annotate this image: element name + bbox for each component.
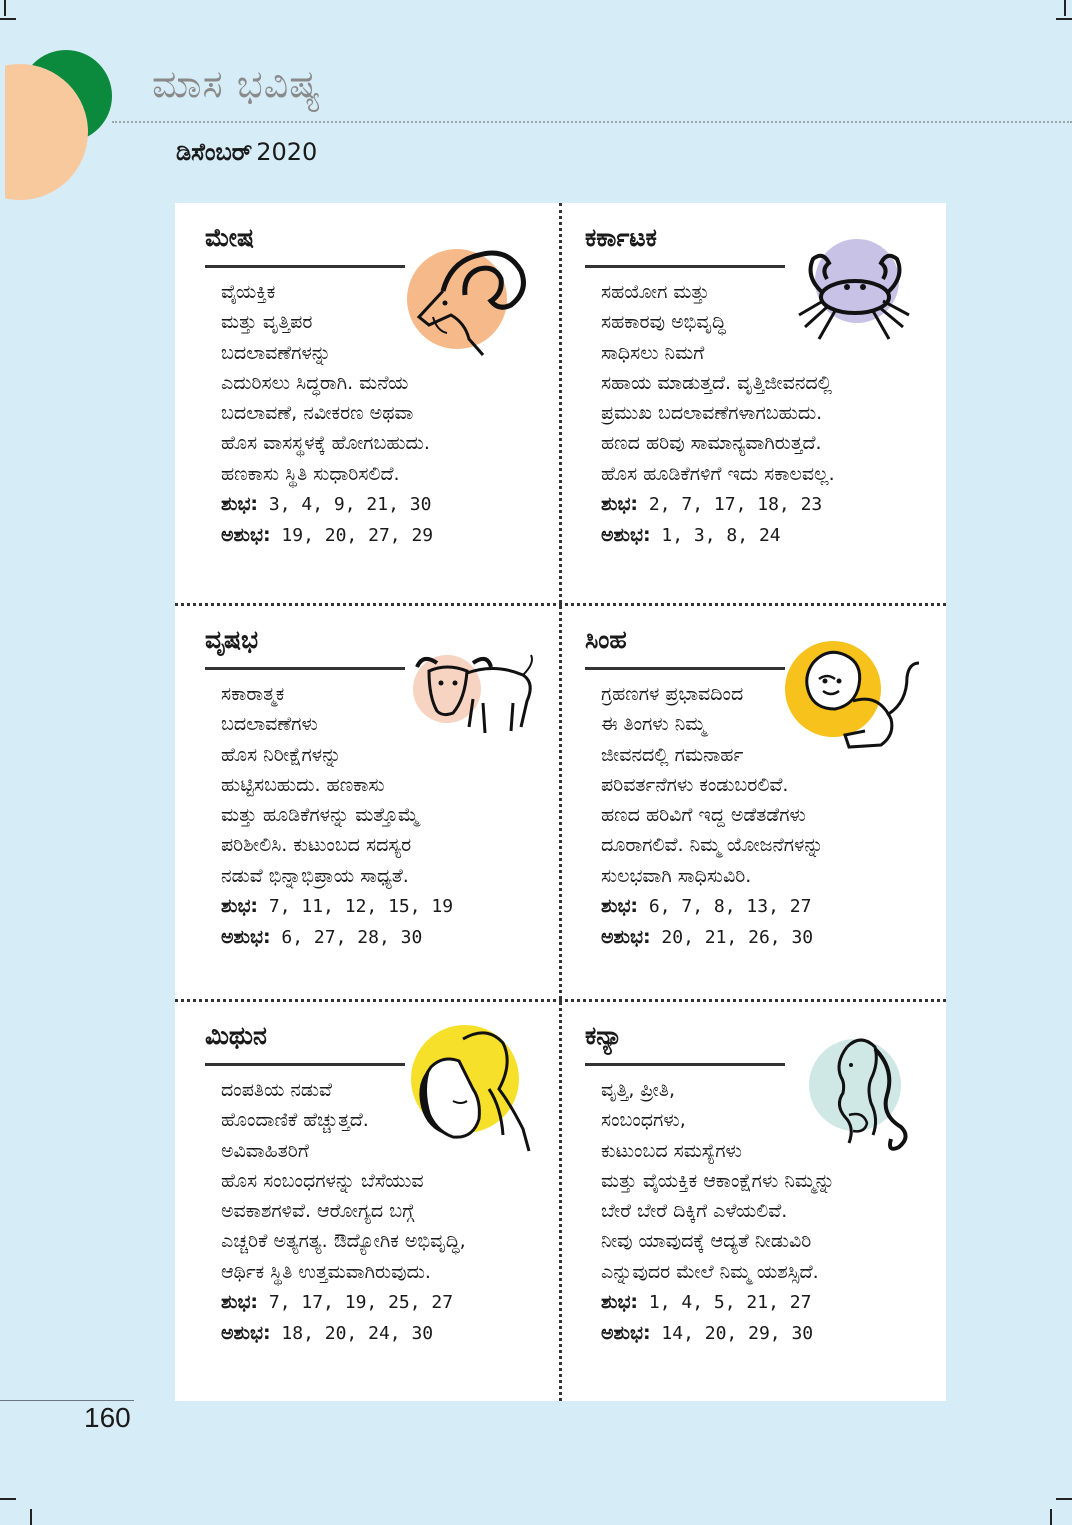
unlucky-dates — [221, 922, 551, 953]
unlucky-label: ಅಶುಭ: — [601, 926, 651, 949]
sign-name: ಮೇಷ — [205, 223, 254, 252]
sign-underline — [205, 265, 405, 268]
crop-mark — [1064, 0, 1066, 16]
sign-card-mesha — [175, 203, 555, 599]
page-number: 160 — [84, 1402, 131, 1433]
forecast-text — [601, 679, 931, 954]
forecast-line: ಹೊಸ ಹೂಡಿಕೆಗಳಿಗೆ ಇದು ಸಕಾಲವಲ್ಲ. — [601, 462, 835, 485]
crop-mark — [30, 1509, 32, 1525]
lucky-label: ಶುಭ: — [601, 1291, 639, 1314]
lucky-label: ಶುಭ: — [221, 895, 259, 918]
lucky-dates — [221, 891, 551, 922]
forecast-line: ದಂಪತಿಯ ನಡುವೆ — [221, 1079, 332, 1101]
unlucky-values: 18, 20, 24, 30 — [281, 1323, 434, 1345]
forecast-text — [601, 1075, 931, 1350]
forecast-line: ಬದಲಾವಣೆ, ನವೀಕರಣ ಅಥವಾ — [221, 402, 414, 425]
forecast-line: ಸಹಾಯ ಮಾಡುತ್ತದೆ. ವೃತ್ತಿಜೀವನದಲ್ಲಿ — [601, 371, 833, 394]
lucky-values: 2, 7, 17, 18, 23 — [648, 494, 823, 516]
sign-underline — [585, 1063, 785, 1066]
unlucky-values: 6, 27, 28, 30 — [281, 927, 423, 949]
page-number-rule — [0, 1400, 134, 1401]
decorative-circles — [0, 0, 150, 220]
lucky-dates — [601, 1287, 931, 1318]
forecast-line: ಪ್ರಮುಖ ಬದಲಾವಣೆಗಳಾಗಬಹುದು. — [601, 402, 823, 425]
lucky-dates — [601, 891, 931, 922]
unlucky-dates — [221, 520, 551, 551]
forecast-line: ಸಂಬಂಧಗಳು, — [601, 1109, 686, 1132]
lucky-label: ಶುಭ: — [601, 895, 639, 918]
forecast-line: ಆರ್ಥಿಕ ಸ್ಥಿತಿ ಉತ್ತಮವಾಗಿರುವುದು. — [221, 1260, 431, 1283]
forecast-line: ಮತ್ತು ವೈಯಕ್ತಿಕ ಆಕಾಂಕ್ಷೆಗಳು ನಿಮ್ಮನ್ನು — [601, 1169, 835, 1192]
sign-underline — [585, 265, 785, 268]
month-heading — [176, 138, 317, 166]
sign-name: ಮಿಥುನ — [205, 1021, 267, 1050]
lucky-values: 7, 17, 19, 25, 27 — [268, 1292, 454, 1314]
forecast-line: ಹೊಸ ಸಂಬಂಧಗಳನ್ನು ಬೆಸೆಯುವ — [221, 1169, 424, 1192]
forecast-text — [601, 277, 931, 552]
unlucky-values: 1, 3, 8, 24 — [661, 525, 781, 547]
forecast-line: ಕುಟುಂಬದ ಸಮಸ್ಯೆಗಳು — [601, 1139, 742, 1162]
lucky-label: ಶುಭ: — [221, 1291, 259, 1314]
forecast-line: ಅವಿವಾಹಿತರಿಗೆ — [221, 1139, 309, 1162]
lucky-values: 7, 11, 12, 15, 19 — [268, 896, 454, 918]
sign-underline — [585, 667, 785, 670]
forecast-line: ಪರಿವರ್ತನೆಗಳು ಕಂಡುಬರಲಿವೆ. — [601, 773, 789, 796]
forecast-line: ವೃತ್ತಿ, ಪ್ರೀತಿ, — [601, 1079, 675, 1101]
forecast-line: ಹುಟ್ಟಿಸಬಹುದು. ಹಣಕಾಸು — [221, 773, 385, 796]
forecast-line: ವೈಯಕ್ತಿಕ — [221, 281, 276, 303]
forecast-line: ಸುಲಭವಾಗಿ ಸಾಧಿಸುವಿರಿ. — [601, 864, 752, 887]
forecast-line: ಅವಕಾಶಗಳಿವೆ. ಆರೋಗ್ಯದ ಬಗ್ಗೆ — [221, 1200, 415, 1223]
forecast-line: ಹಣಕಾಸು ಸ್ಥಿತಿ ಸುಧಾರಿಸಲಿದೆ. — [221, 462, 400, 485]
forecast-line: ಹೊಸ ನಿರೀಕ್ಷೆಗಳನ್ನು — [221, 743, 342, 766]
lucky-dates — [221, 1287, 551, 1318]
forecast-line: ನೀವು ಯಾವುದಕ್ಕೆ ಆದ್ಯತೆ ನೀಡುವಿರಿ — [601, 1230, 812, 1253]
unlucky-values: 19, 20, 27, 29 — [281, 525, 434, 547]
forecast-line: ಪರಿಶೀಲಿಸಿ. ಕುಟುಂಬದ ಸದಸ್ಯರ — [221, 834, 412, 857]
forecast-text — [221, 1075, 551, 1350]
forecast-line: ದೂರಾಗಲಿವೆ. ನಿಮ್ಮ ಯೋಜನೆಗಳನ್ನು — [601, 834, 824, 857]
lucky-label: ಶುಭ: — [221, 493, 259, 516]
forecast-text — [221, 277, 551, 552]
title-divider — [112, 121, 1072, 123]
sign-card-kanya — [555, 1001, 935, 1397]
lucky-values: 3, 4, 9, 21, 30 — [268, 494, 432, 516]
forecast-line: ನಡುವೆ ಭಿನ್ನಾಭಿಪ್ರಾಯ ಸಾಧ್ಯತೆ. — [221, 864, 409, 887]
sign-name: ಕರ್ಕಾಟಕ — [585, 223, 657, 252]
month-label: ಡಿಸೆಂಬರ್ — [176, 138, 253, 166]
forecast-line: ಎಚ್ಚರಿಕೆ ಅತ್ಯಗತ್ಯ. ಔದ್ಯೋಗಿಕ ಅಭಿವೃದ್ಧಿ, — [221, 1230, 466, 1253]
year-label: 2020 — [256, 138, 318, 166]
lucky-dates — [221, 489, 551, 520]
section-title: ಮಾಸ ಭವಿಷ್ಯ — [152, 62, 322, 106]
lucky-values: 1, 4, 5, 21, 27 — [648, 1292, 812, 1314]
forecast-line: ಹಣದ ಹರಿವು ಸಾಮಾನ್ಯವಾಗಿರುತ್ತದೆ. — [601, 432, 822, 455]
unlucky-values: 14, 20, 29, 30 — [661, 1323, 814, 1345]
forecast-line: ಬೇರೆ ಬೇರೆ ದಿಕ್ಕಿಗೆ ಎಳೆಯಲಿವೆ. — [601, 1200, 788, 1223]
forecast-text — [221, 679, 551, 954]
sign-underline — [205, 1063, 405, 1066]
sign-card-karkataka — [555, 203, 935, 599]
forecast-line: ಹೊಸ ವಾಸಸ್ಥಳಕ್ಕೆ ಹೋಗಬಹುದು. — [221, 432, 430, 455]
unlucky-label: ಅಶುಭ: — [601, 524, 651, 547]
crop-mark — [1056, 1498, 1072, 1500]
lucky-label: ಶುಭ: — [601, 493, 639, 516]
sign-card-vrushabha — [175, 605, 555, 1001]
unlucky-dates — [601, 1318, 931, 1349]
forecast-line: ಗ್ರಹಣಗಳ ಪ್ರಭಾವದಿಂದ — [601, 683, 744, 705]
unlucky-dates — [601, 922, 931, 953]
forecast-line: ಸಹಕಾರವು ಅಭಿವೃದ್ಧಿ — [601, 311, 726, 334]
unlucky-label: ಅಶುಭ: — [221, 524, 271, 547]
crop-mark — [1050, 1509, 1052, 1525]
sign-name: ಸಿಂಹ — [585, 625, 627, 654]
sign-name: ವೃಷಭ — [205, 625, 259, 654]
lucky-dates — [601, 489, 931, 520]
crop-mark — [0, 1498, 16, 1500]
forecast-line: ಹೊಂದಾಣಿಕೆ ಹೆಚ್ಚುತ್ತದೆ. — [221, 1109, 369, 1132]
forecast-line: ಬದಲಾವಣೆಗಳನ್ನು — [221, 341, 331, 364]
forecast-line: ಮತ್ತು ಹೂಡಿಕೆಗಳನ್ನು ಮತ್ತೊಮ್ಮೆ — [221, 804, 420, 827]
forecast-line: ಬದಲಾವಣೆಗಳು — [221, 713, 318, 736]
forecast-line: ಜೀವನದಲ್ಲಿ ಗಮನಾರ್ಹ — [601, 743, 744, 766]
forecast-line: ಹಣದ ಹರಿವಿಗೆ ಇದ್ದ ಅಡೆತಡೆಗಳು — [601, 804, 806, 827]
unlucky-label: ಅಶುಭ: — [601, 1322, 651, 1345]
horoscope-panel — [175, 203, 946, 1401]
unlucky-dates — [221, 1318, 551, 1349]
sign-name: ಕನ್ಯಾ — [585, 1021, 623, 1050]
unlucky-dates — [601, 520, 931, 551]
unlucky-label: ಅಶುಭ: — [221, 1322, 271, 1345]
sign-underline — [205, 667, 405, 670]
forecast-line: ಎನ್ನುವುದರ ಮೇಲೆ ನಿಮ್ಮ ಯಶಸ್ಸಿದೆ. — [601, 1260, 819, 1283]
sign-card-simha — [555, 605, 935, 1001]
unlucky-values: 20, 21, 26, 30 — [661, 927, 814, 949]
forecast-line: ಸಹಯೋಗ ಮತ್ತು — [601, 281, 710, 303]
forecast-line: ಮತ್ತು ವೃತ್ತಿಪರ — [221, 311, 313, 334]
lucky-values: 6, 7, 8, 13, 27 — [648, 896, 812, 918]
sign-card-mithuna — [175, 1001, 555, 1397]
forecast-line: ಸಾಧಿಸಲು ನಿಮಗೆ — [601, 341, 705, 364]
forecast-line: ಎದುರಿಸಲು ಸಿದ್ಧರಾಗಿ. ಮನೆಯ — [221, 371, 409, 394]
unlucky-label: ಅಶುಭ: — [221, 926, 271, 949]
crop-mark — [1056, 18, 1072, 20]
forecast-line: ಸಕಾರಾತ್ಮಕ — [221, 683, 285, 705]
forecast-line: ಈ ತಿಂಗಳು ನಿಮ್ಮ — [601, 713, 706, 736]
